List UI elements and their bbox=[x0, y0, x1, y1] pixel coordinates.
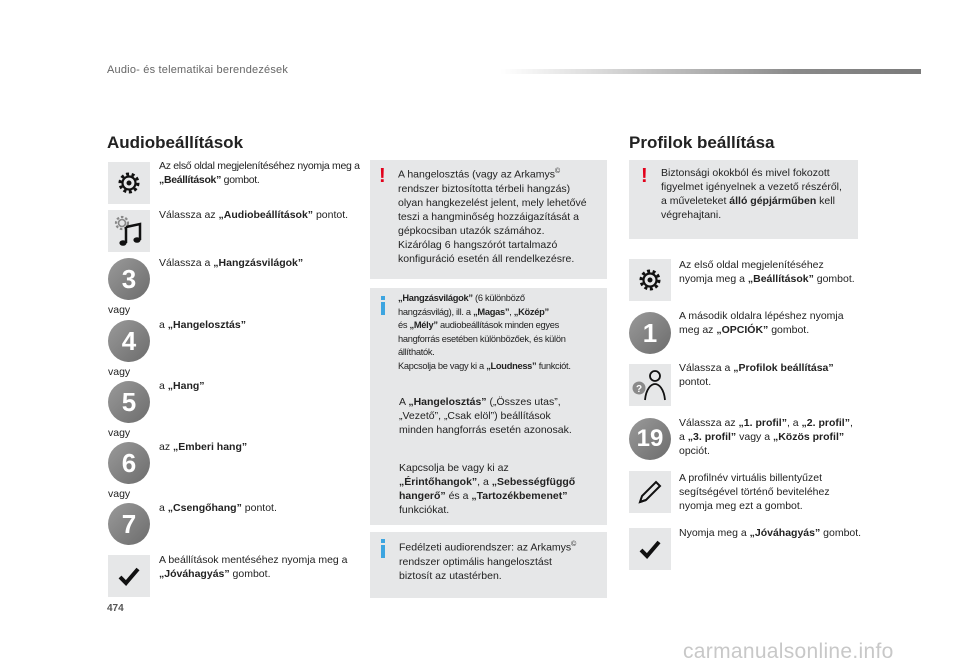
info-distribution-text: A „Hangelosztás” („Összes utas”, „Vezető”, „Csak elöl”) beállítások minden hangforrás esetén azonosak. bbox=[399, 396, 572, 436]
gear-icon bbox=[635, 265, 665, 295]
left-step-6-text: az „Emberi hang” bbox=[159, 441, 248, 453]
step-number-4: 4 bbox=[108, 320, 150, 362]
right-step-2-text: A második oldalra lépéshez nyomja meg az „OPCIÓK” gombot. bbox=[679, 310, 844, 336]
right-step-6-text: Nyomja meg a „Jóváhagyás” gombot. bbox=[679, 527, 862, 539]
settings-button-icon-box bbox=[108, 162, 150, 204]
left-step-7-text: a „Csengőhang” pontot. bbox=[159, 502, 277, 514]
info-touch-sounds-text: Kapcsolja be vagy ki az „Érintőhangok”, a „Sebességfüggő hangerő” és a „Tartozékbemenet” funkciókat. bbox=[399, 462, 576, 516]
right-step-3-text: Válassza a „Profilok beállítása” pontot. bbox=[679, 362, 834, 388]
warning-sound-distribution-text: A hangelosztás (vagy az Arkamys© rendszer biztosította térbeli hangzás) olyan hangkezelést jelent, mely lehetővé teszi a hangminőség hozzáigazítását a gépkocsiban utazók számához. Kizárólag 6 hangszórót tartalmazó konfiguráció esetén áll rendelkezésre. bbox=[398, 168, 587, 265]
header-gradient-bar bbox=[500, 69, 921, 74]
watermark: carmanualsonline.info bbox=[683, 640, 894, 663]
left-step-2-text: Válassza az „Audiobeállítások” pontot. bbox=[159, 209, 349, 221]
profile-question-icon bbox=[631, 367, 669, 403]
step-number-6: 6 bbox=[108, 442, 150, 484]
step-number-1: 1 bbox=[629, 312, 671, 354]
music-settings-icon bbox=[112, 213, 146, 249]
confirm-button-icon-box-2 bbox=[629, 528, 671, 570]
audio-settings-title: Audiobeállítások bbox=[107, 133, 244, 152]
profile-settings-icon-box bbox=[629, 364, 671, 406]
warning-safety-text: Biztonsági okokból és mivel fokozott figyelmet igényelnek a vezető részéről, a műveleteket álló gépjárműben kell végrehajtani. bbox=[661, 167, 842, 221]
or-separator-3: vagy bbox=[108, 427, 131, 439]
right-step-1-text: Az első oldal megjelenítéséhez nyomja meg a „Beállítások” gombot. bbox=[679, 259, 855, 285]
checkmark-icon bbox=[639, 539, 661, 559]
info-icon-dot bbox=[381, 296, 385, 300]
checkmark-icon bbox=[118, 566, 140, 586]
edit-name-icon-box bbox=[629, 471, 671, 513]
gear-icon bbox=[114, 168, 144, 198]
left-step-3-text: Válassza a „Hangzásvilágok” bbox=[159, 257, 304, 269]
warning-exclamation-icon: ! bbox=[379, 165, 386, 187]
right-step-5-text: A profilnév virtuális billentyűzet segítségével történő beviteléhez nyomja meg ezt a gombot. bbox=[679, 472, 830, 512]
page-number: 474 bbox=[107, 603, 124, 614]
audio-settings-icon-box bbox=[108, 210, 150, 252]
chapter-header: Audio- és telematikai berendezések bbox=[107, 64, 289, 76]
settings-button-icon-box-2 bbox=[629, 259, 671, 301]
right-step-4-text: Válassza az „1. profil”, a „2. profil”, a „3. profil” vagy a „Közös profil” opciót. bbox=[679, 417, 853, 457]
left-step-5-text: a „Hang” bbox=[159, 380, 205, 392]
info-icon-dot-2 bbox=[381, 539, 385, 543]
profile-question-mark: ? bbox=[635, 384, 643, 395]
info-arkamys-text: Fedélzeti audiorendszer: az Arkamys© rendszer optimális hangelosztást biztosít az utastérben. bbox=[399, 541, 577, 582]
left-step-8-text: A beállítások mentéséhez nyomja meg a „Jóváhagyás” gombot. bbox=[159, 554, 348, 580]
profiles-settings-title: Profilok beállítása bbox=[629, 133, 775, 152]
left-step-4-text: a „Hangelosztás” bbox=[159, 319, 246, 331]
info-icon-stem-2 bbox=[381, 545, 385, 558]
warning-exclamation-icon-2: ! bbox=[641, 165, 648, 187]
pencil-icon bbox=[636, 478, 664, 506]
confirm-button-icon-box bbox=[108, 555, 150, 597]
or-separator-4: vagy bbox=[108, 488, 131, 500]
step-number-19: 19 bbox=[629, 418, 671, 460]
left-step-1-text: Az első oldal megjelenítéséhez nyomja meg a „Beállítások” gombot. bbox=[159, 160, 360, 186]
step-number-5: 5 bbox=[108, 381, 150, 423]
info-ambiences-text: „Hangzásvilágok” (6 különböző hangzásvilág), ill. a „Magas”, „Közép” és „Mély” audiobeállítások minden egyes hangforrás esetében különbözőek, és külön állíthatók. Kapcsolja be vagy ki a „Loudness” funkciót. bbox=[398, 293, 571, 371]
or-separator-1: vagy bbox=[108, 304, 131, 316]
step-number-3: 3 bbox=[108, 258, 150, 300]
step-number-7: 7 bbox=[108, 503, 150, 545]
info-icon-stem bbox=[381, 302, 385, 315]
or-separator-2: vagy bbox=[108, 366, 131, 378]
